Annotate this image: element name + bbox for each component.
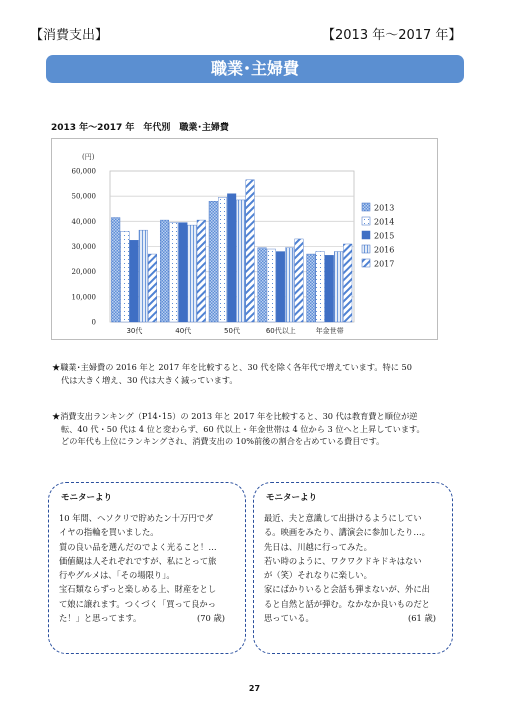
monitor-left-line: 価値観は人それぞれですが、私にとって旅 xyxy=(59,555,217,566)
bar-2017 xyxy=(343,244,352,322)
monitor-left-line: 10 年間、ヘソクリで貯めたン十万円でダ xyxy=(59,513,214,523)
note-2 xyxy=(52,410,472,448)
bar-2015 xyxy=(227,194,236,322)
monitor-left-line: 宝石類ならずっと楽しめる上、財産をとし xyxy=(59,584,217,595)
bar-2015 xyxy=(325,255,334,322)
bar-2016 xyxy=(237,200,246,322)
monitor-left-text xyxy=(59,511,239,625)
note-2-line-2: 転、40 代・50 代は 4 位と変わらず、60 代以上・年金世帯は 4 位から 3 位へと上昇しています。 xyxy=(61,423,425,434)
legend-label: 2014 xyxy=(374,217,395,227)
monitor-right-line: 若い時のように、ワクワクドキドキはない xyxy=(264,555,422,566)
bar-2017 xyxy=(246,180,255,322)
monitor-left-line: て娘に譲れます。つくづく「買って良かっ xyxy=(59,598,216,609)
legend-label: 2013 xyxy=(374,203,395,213)
monitor-right-line: 先日は、川越に行ってみた。 xyxy=(264,541,372,552)
bar-2014 xyxy=(169,223,178,322)
monitor-right-line: が（笑）それなりに楽しい。 xyxy=(264,570,372,581)
bar-2014 xyxy=(267,249,276,322)
y-tick-label: 40,000 xyxy=(71,217,96,226)
y-tick-label: 0 xyxy=(91,318,96,327)
legend-swatch-2014 xyxy=(362,217,370,225)
x-tick-label: 50代 xyxy=(224,327,240,335)
x-tick-label: 60代以上 xyxy=(265,327,296,335)
monitor-left-line: イヤの指輪を買いました。 xyxy=(59,527,159,538)
y-tick-label: 10,000 xyxy=(71,293,96,302)
legend-label: 2015 xyxy=(374,231,395,241)
monitor-right-line: 最近、夫と意識して出掛けるようにしてい xyxy=(264,513,422,523)
monitor-right-text xyxy=(264,511,446,625)
legend-swatch-2017 xyxy=(362,259,370,267)
bar-2016 xyxy=(334,252,343,322)
chart-title: 2013 年～2017 年 年代別 職業･主婦費 xyxy=(51,123,229,133)
monitor-left-age: (70 歳) xyxy=(197,613,225,624)
bar-2013 xyxy=(111,218,120,322)
bar-2015 xyxy=(130,240,139,322)
bar-chart xyxy=(52,139,437,339)
monitor-right-line: ると自然と話が弾む。なかなか良いものだと xyxy=(264,598,430,609)
monitor-right-line: 家にばかりいると会話も弾まないが、外に出 xyxy=(264,584,430,595)
category-header: 【消費支出】 xyxy=(30,28,109,43)
monitor-left-line: た！」と思ってます。 xyxy=(59,613,142,624)
x-tick-label: 年金世帯 xyxy=(315,327,344,335)
bar-2016 xyxy=(188,225,197,322)
monitor-left-line: 質の良い品を選んだのでよく光ること！… xyxy=(59,541,217,552)
note-1-line-1: ★職業･主婦費の 2016 年と 2017 年を比較すると、30 代を除く各年代で増えています。特に 50 xyxy=(52,362,412,372)
bar-2014 xyxy=(316,252,325,322)
bar-2015 xyxy=(179,223,188,322)
monitor-comment-right xyxy=(253,482,453,654)
bar-2016 xyxy=(285,248,294,322)
bar-2017 xyxy=(295,239,304,322)
bar-2017 xyxy=(148,254,157,322)
y-tick-label: 20,000 xyxy=(71,268,96,277)
bar-2015 xyxy=(276,252,285,322)
monitor-left-line: 行やグルメは、「その場限り」。 xyxy=(59,570,175,581)
monitor-right-line: 思っている。 xyxy=(264,613,314,624)
monitor-comment-left xyxy=(48,482,246,654)
y-tick-label: 60,000 xyxy=(71,167,96,176)
bar-2014 xyxy=(121,231,130,322)
monitor-right-line: る。映画をみたり、講演会に参加したり…。 xyxy=(264,527,430,538)
legend-swatch-2013 xyxy=(362,203,370,211)
bar-2016 xyxy=(139,230,148,322)
bar-2014 xyxy=(218,197,227,322)
note-2-line-3: どの年代も上位にランキングされ、消費支出の 10%前後の割合を占めている費目です。 xyxy=(61,436,385,446)
bar-2013 xyxy=(258,248,267,322)
legend-swatch-2016 xyxy=(362,245,370,253)
bar-2017 xyxy=(197,220,206,322)
legend-swatch-2015 xyxy=(362,231,370,239)
monitor-left-title: モニターより xyxy=(61,493,113,503)
page-number: 27 xyxy=(248,684,261,693)
monitor-right-age: (61 歳) xyxy=(408,613,436,624)
x-tick-label: 40代 xyxy=(175,327,192,335)
note-1-line-2: 代は大きく増え、30 代は大きく減っています。 xyxy=(61,374,238,385)
legend-label: 2016 xyxy=(374,245,395,255)
bar-2013 xyxy=(209,201,218,322)
monitor-right-title: モニターより xyxy=(266,493,318,503)
bar-2013 xyxy=(307,254,316,322)
y-tick-label: 30,000 xyxy=(71,243,96,251)
period-header: 【2013 年～2017 年】 xyxy=(322,28,462,43)
x-tick-label: 30代 xyxy=(126,327,143,335)
legend-label: 2017 xyxy=(374,259,395,269)
y-tick-label: 50,000 xyxy=(71,192,96,201)
note-2-line-1: ★消費支出ランキング（P14･15）の 2013 年と 2017 年を比較すると、30 代は教育費と順位が逆 xyxy=(52,411,418,421)
y-unit-label: (円) xyxy=(82,153,95,161)
bar-2013 xyxy=(160,220,169,322)
note-1 xyxy=(52,361,472,386)
chart-frame xyxy=(51,138,438,340)
page-title-banner: 職業･主婦費 xyxy=(46,55,464,83)
